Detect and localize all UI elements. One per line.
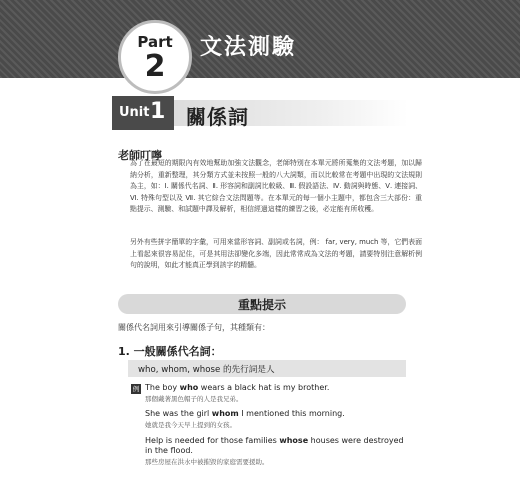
example-badge: 例: [132, 385, 140, 393]
key-points-band: [118, 294, 406, 314]
section-heading: 1. 一般關係代名詞：: [118, 345, 222, 358]
teacher-note-heading: 老師叮嚀: [118, 149, 162, 162]
example-sentence: Help is needed for those families whose houses were destroyed in the flood.: [145, 436, 404, 455]
example-sentence: The boy who wears a black hat is my brother.: [145, 383, 330, 392]
subheading-band: [128, 360, 406, 377]
part-badge: [118, 20, 192, 94]
unit-badge: [112, 96, 174, 130]
example-sentence: She was the girl whom I mentioned this morning.: [145, 409, 345, 418]
part-label: Part: [137, 33, 173, 51]
key-points-intro: 關係代名詞用來引導關係子句，其種類有：: [118, 323, 270, 332]
example-translation: 那個戴著黑色帽子的人是我兄弟。: [145, 395, 243, 403]
part-number: 2: [144, 49, 166, 84]
subheading: who, whom, whose 的先行詞是人: [138, 365, 275, 375]
key-points-title: 重點提示: [237, 298, 286, 312]
teacher-note-paragraph-1: 為了在最短的期限內有效地幫助加強文法觀念，老師特別在本單元將所蒐集的文法考題，加以歸納分析，重新整理，其分類方式並未按照一般的八大詞類，而以比較常在考題中出現的文法規則為主，如：Ⅰ. 關係代名詞、Ⅱ. 形容詞和副詞比較級、Ⅲ. 假設語法、Ⅳ. 動詞與時態、Ⅴ. 連接詞、Ⅵ. 特殊句型以及 Ⅶ. 其它綜合文法問題等。在本單元的每一個小主題中，都包含三大部份：重點提示、測驗、和試題中譯及解析，相信經過這樣的練習之後，必定能有所收穫。: [130, 159, 422, 213]
part-title: 文法測驗: [200, 35, 297, 60]
unit-label: Unit: [119, 105, 150, 120]
unit-title: 關係詞: [186, 105, 249, 129]
teacher-note-paragraph-2: 另外有些拼字簡單的字彙，可用來當形容詞、副詞或名詞，例： far, very, much 等，它們表面上看起來很容易記住，可是其用法卻變化多端，因此常常成為文法的考題，請要特別注意解析例句的說明，如此才能真正學到該字的精髓。: [130, 238, 422, 269]
example-translation: 她就是我今天早上提到的女孩。: [145, 421, 236, 429]
example-translation: 那些房屋在洪水中被摧毀的家庭需要援助。: [145, 458, 269, 466]
unit-number: 1: [150, 99, 166, 124]
